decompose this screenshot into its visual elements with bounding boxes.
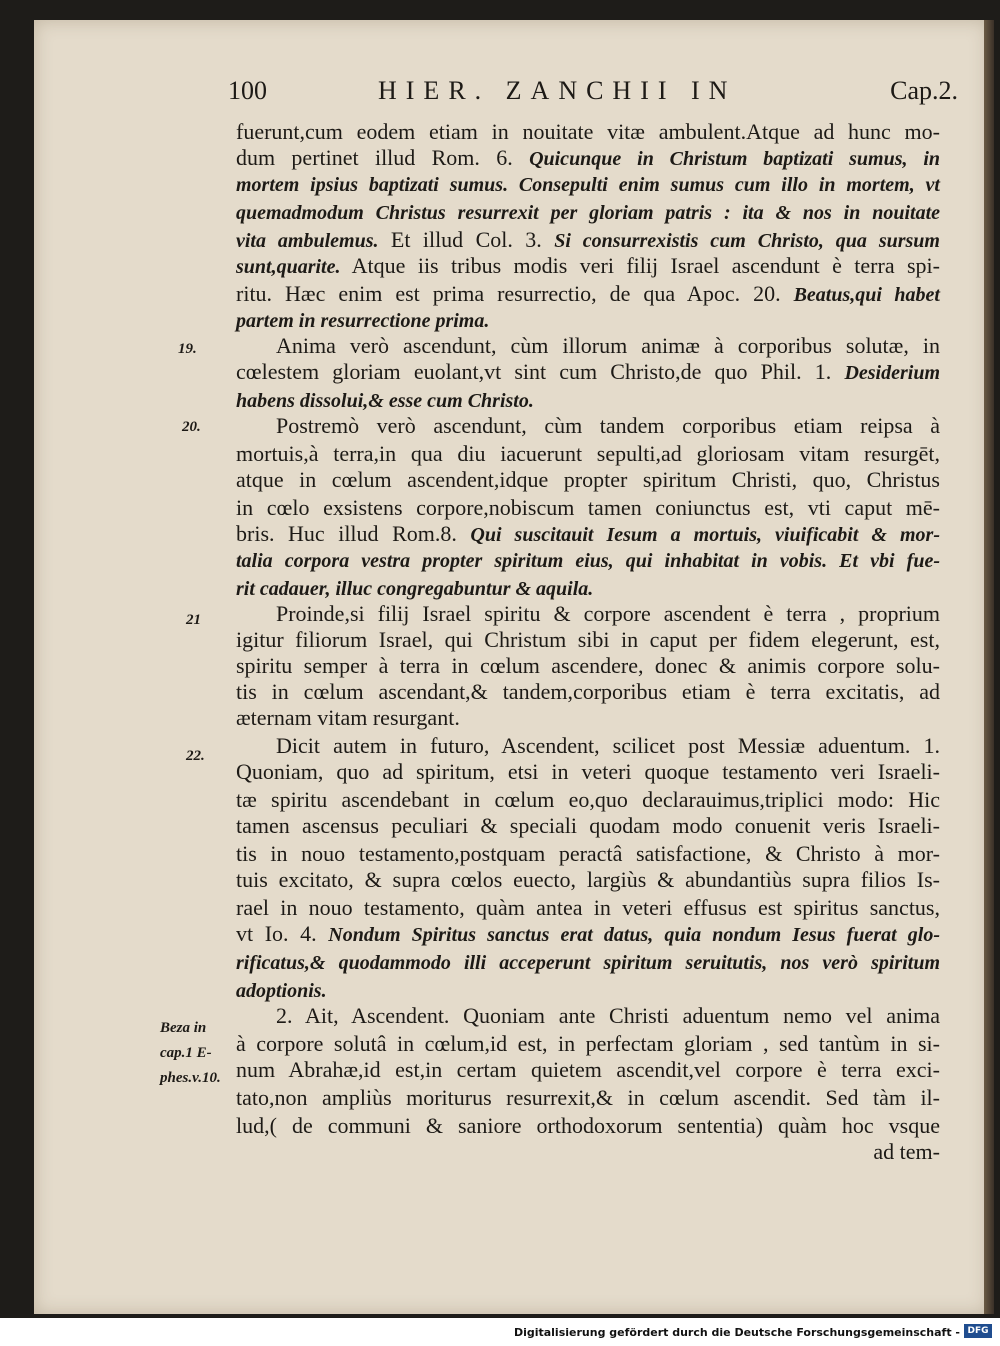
text-line	[236, 704, 940, 732]
text-segment: partem in resurrectione prima.	[236, 310, 490, 332]
text-line	[236, 358, 940, 386]
text-segment: habens dissolui,& esse cum Christo.	[236, 390, 534, 412]
text-line	[236, 170, 940, 198]
text-segment: mortem ipsius baptizati sumus. Consepulti enim sumus cum illo in mortem, vt	[236, 174, 940, 196]
text-line	[236, 948, 940, 976]
text-segment: Et illud Col. 3.	[378, 227, 555, 252]
running-header	[228, 76, 958, 112]
footer-credit: Digitalisierung gefördert durch die Deutsche Forschungsgemeinschaft -	[513, 1326, 960, 1339]
text-segment: ad tem-	[873, 1139, 940, 1164]
text-line	[236, 812, 940, 840]
text-segment: tamen ascensus peculiari & speciali quodam modo conuenit veris Israeli-	[236, 813, 940, 838]
text-segment: Postremò verò ascendunt, cùm tandem corporibus etiam reipsa à	[276, 413, 940, 438]
text-segment: fuerunt,cum eodem etiam in nouitate vitæ ambulent.Atque ad hunc mo-	[236, 119, 940, 144]
text-line	[236, 920, 940, 948]
text-segment: ritu. Hæc enim est prima resurrectio, de qua Apoc. 20.	[236, 281, 794, 306]
text-line	[236, 118, 940, 146]
text-line	[236, 1084, 940, 1112]
text-segment: rael in nouo testamento, quàm antea in veteri effusus est spiritus sanctus,	[236, 895, 940, 920]
text-line	[236, 786, 940, 814]
margin-note-22: 22.	[186, 748, 205, 764]
text-line	[236, 626, 940, 654]
text-segment: tuis excitato, & supra cœlos euecto, largiùs & abundantiùs supra filios Is-	[236, 867, 940, 892]
text-segment: igitur filiorum Israel, qui Christum sibi in caput per fidem elegerunt, est,	[236, 627, 940, 652]
text-segment: bris. Huc illud Rom.8.	[236, 521, 471, 546]
text-line	[236, 1056, 940, 1084]
text-line	[236, 280, 940, 308]
text-segment: vita ambulemus.	[236, 230, 379, 252]
text-line	[236, 252, 940, 280]
text-segment: spiritu semper à terra in cœlum ascendere, donec & animis corpore solu-	[236, 653, 940, 678]
text-segment: atque in cœlum ascendent,idque propter spiritum Christi, quo, Christus	[236, 467, 940, 492]
text-segment: rificatus,& quodammodo illi acceperunt spiritum seruitutis, nos verò spiritum	[236, 952, 940, 974]
text-line	[236, 144, 940, 172]
text-segment: vt Io. 4.	[236, 921, 329, 946]
margin-note-21: 21	[186, 612, 201, 628]
text-line	[236, 574, 940, 602]
text-line	[276, 600, 940, 628]
text-line	[236, 652, 940, 680]
text-segment: Qui suscitauit Iesum a mortuis, viuificabit & mor-	[470, 524, 940, 546]
text-segment: cœlestem gloriam euolant,vt sint cum Christo,de quo Phil. 1.	[236, 359, 845, 384]
text-line	[236, 306, 940, 334]
text-line	[236, 466, 940, 494]
text-segment: quemadmodum Christus resurrexit per gloriam patris : ita & nos in nouitate	[236, 202, 940, 224]
text-segment: Nondum Spiritus sanctus erat datus, quia nondum Iesus fuerat glo-	[328, 924, 940, 946]
text-line	[236, 1138, 940, 1166]
text-segment: tato,non ampliùs moriturus resurrexit,& in cœlum ascendit. Sed tàm il-	[236, 1085, 940, 1110]
text-line	[276, 732, 940, 760]
text-line	[236, 866, 940, 894]
text-segment: Proinde,si filij Israel spiritu & corpore ascendent è terra , proprium	[276, 601, 940, 626]
text-segment: 2. Ait, Ascendent. Quoniam ante Christi aduentum nemo vel anima	[276, 1003, 940, 1028]
dfg-logo: DFG	[964, 1324, 992, 1338]
text-segment: Beatus,qui habet	[793, 284, 940, 306]
text-segment: talia corpora vestra propter spiritum eius, qui inhabitat in vobis. Et vbi fue-	[236, 550, 940, 572]
text-line	[236, 678, 940, 706]
text-line	[276, 412, 940, 440]
text-segment: Quicunque in Christum baptizati sumus, in	[529, 148, 940, 170]
text-segment: adoptionis.	[236, 980, 327, 1002]
margin-note-20: 20.	[182, 419, 201, 435]
text-segment: Quoniam, quo ad spiritum, etsi in veteri quoque testamento veri Israeli-	[236, 759, 940, 784]
text-segment: tæ spiritu ascendebant in cœlum eo,quo declarauimus,triplici modo: Hic	[236, 787, 940, 812]
text-segment: Dicit autem in futuro, Ascendent, scilicet post Messiæ aduentum. 1.	[276, 733, 940, 758]
text-segment: mortuis,à terra,in qua diu iacuerunt sepulti,ad gloriosam vitam resurgēt,	[236, 441, 940, 466]
page-number: 100	[228, 76, 267, 105]
text-line	[276, 1002, 940, 1030]
text-segment: in cœlo exsistens corpore,nobiscum tamen coniunctus est, vti caput mē-	[236, 495, 940, 520]
text-line	[236, 226, 940, 254]
margin-note-beza-2: cap.1 E-	[160, 1045, 212, 1061]
text-line	[236, 546, 940, 574]
text-line	[236, 840, 940, 868]
margin-note-19: 19.	[178, 341, 197, 357]
margin-note-beza-3: phes.v.10.	[160, 1070, 221, 1086]
text-line	[236, 494, 940, 522]
text-line	[236, 758, 940, 786]
text-line	[236, 440, 940, 468]
text-line	[236, 1112, 940, 1140]
digitization-footer	[0, 1318, 1000, 1346]
text-segment: lud,( de communi & saniore orthodoxorum sententia) quàm hoc vsque	[236, 1113, 940, 1138]
text-segment: æternam vitam resurgant.	[236, 705, 460, 730]
text-line	[236, 198, 940, 226]
text-segment: Desiderium	[844, 362, 940, 384]
margin-note-beza-1: Beza in	[160, 1020, 207, 1036]
chapter-label: Cap.2.	[890, 76, 958, 105]
page-edge	[984, 20, 994, 1314]
running-title: HIER. ZANCHII IN	[378, 76, 737, 105]
text-line	[236, 520, 940, 548]
text-segment: tis in nouo testamento,postquam peractâ satisfactione, & Christo à mor-	[236, 841, 940, 866]
text-segment: num Abrahæ,id est,in certam quietem ascendit,vel corpore è terra exci-	[236, 1057, 940, 1082]
text-segment: Atque iis tribus modis veri filij Israel ascendunt è terra spi-	[340, 253, 940, 278]
text-line	[276, 332, 940, 360]
text-line	[236, 894, 940, 922]
text-segment: sunt,quarite.	[236, 256, 341, 278]
text-line	[236, 386, 940, 414]
text-segment: Anima verò ascendunt, cùm illorum animæ à corporibus solutæ, in	[276, 333, 940, 358]
text-segment: dum pertinet illud Rom. 6.	[236, 145, 530, 170]
text-segment: tis in cœlum ascendant,& tandem,corporibus etiam è terra excitatis, ad	[236, 679, 940, 704]
text-segment: Si consurrexistis cum Christo, qua sursum	[554, 230, 940, 252]
text-line	[236, 1030, 940, 1058]
text-segment: rit cadauer, illuc congregabuntur & aquila.	[236, 578, 594, 600]
text-line	[236, 976, 940, 1004]
text-segment: à corpore solutâ in cœlum,id est, in perfectam gloriam , sed tantùm in si-	[236, 1031, 940, 1056]
